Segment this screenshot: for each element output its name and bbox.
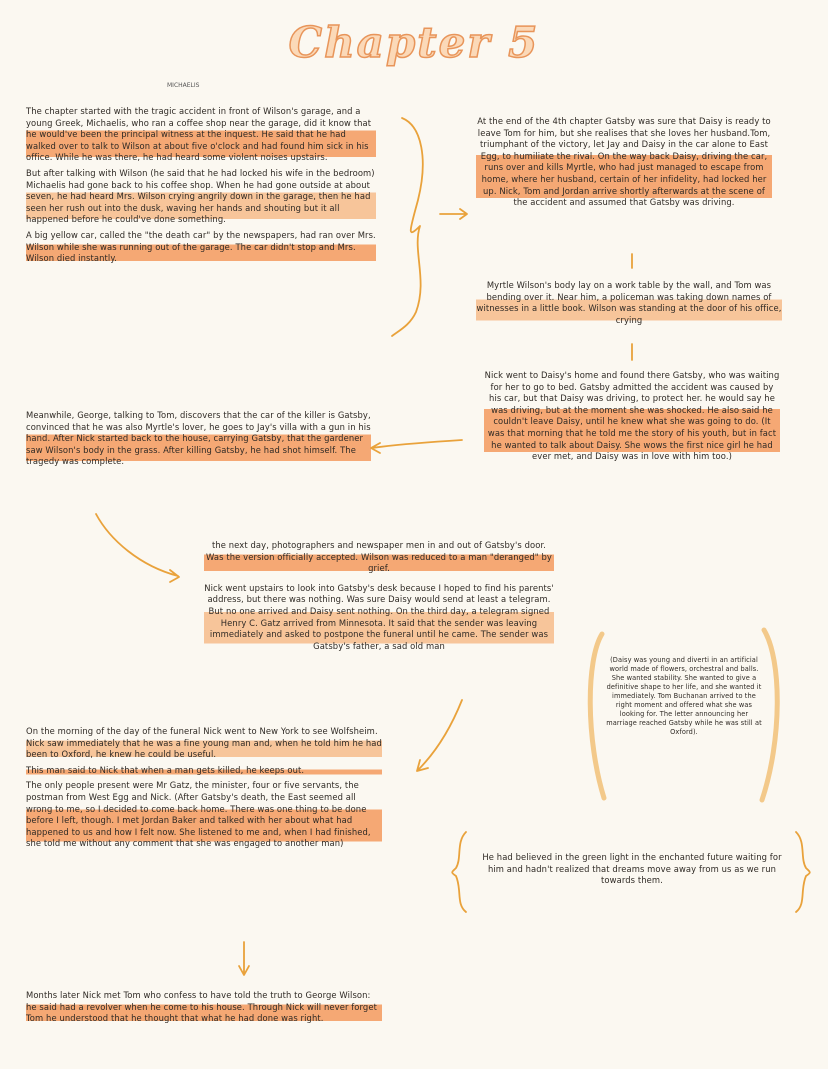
myrtle-body-section (476, 280, 782, 330)
months-later-paragraph: Months later Nick met Tom who confess to have told the truth to George Wilson: he said had a revolver when he come to his house. Through Nick will never forget Tom he understood that he thought that what he had done was right. (26, 990, 382, 1025)
funeral-section (26, 726, 382, 854)
green-light-right-bracket (796, 832, 810, 912)
next-day-section (204, 540, 554, 656)
accident-bracket (392, 118, 423, 336)
accident-section (26, 106, 376, 269)
next-day-paragraph-2: Nick went upstairs to look into Gatsby's desk because I hoped to find his parents' address, but there was nothing. Was sure Daisy would send at least a telegram. But no one arrived and Daisy sent nothing. On the third day, a telegram signed Henry C. Gatz arrived from Minnesota. It said that the sender was leaving immediately and asked to postpone the funeral until he came. The sender was Gatsby's father, a sad old man (204, 582, 554, 651)
arrow-to-meanwhile (371, 440, 462, 453)
nick-daisy-section (484, 370, 780, 467)
arrow-to-funeral (417, 700, 462, 771)
daisy-note-right-bracket (762, 630, 777, 800)
arrow-to-end-chapter4 (440, 209, 467, 219)
accident-paragraph-3: A big yellow car, called the "the death car" by the newspapers, had ran over Mrs. Wilson while she was running out of the garage. The car didn't stop and Mrs. Wilson died instantly. (26, 229, 376, 264)
funeral-paragraph-2: This man said to Nick that when a man gets killed, he keeps out. (26, 765, 382, 777)
green-light-paragraph: He had believed in the green light in the enchanted future waiting for him and hadn't realized that dreams move away from us as we run towards them. (482, 852, 782, 886)
green-light-left-bracket (452, 832, 466, 912)
arrow-to-months-later (239, 942, 249, 975)
daisy-note-paragraph: (Daisy was young and diverti in an artificial world made of flowers, orchestral and balls. She wanted stability. She wanted to give a definitive shape to her life, and she wanted it immediately. Tom Buchanan arrived to the right moment and offered what she was looking for. The letter announcing her marriage reached Gatsby while he was still at Oxford). (606, 656, 762, 736)
meanwhile-paragraph: Meanwhile, George, talking to Tom, discovers that the car of the killer is Gatsby, convinced that he was also Myrtle's lover, he goes to Jay's villa with a gun in his hand. After Nick started back to the house, carrying Gatsby, that the gardener saw Wilson's body in the grass. After killing Gatsby, he had shot himself. The tragedy was complete. (26, 410, 371, 467)
months-later-section (26, 990, 382, 1029)
meanwhile-section (26, 410, 371, 472)
michaelis-label: MICHAELIS (167, 82, 200, 89)
accident-paragraph-2: But after talking with Wilson (he said that he had locked his wife in the bedroom) Michaelis had gone back to his coffee shop. When he had gone outside at about seven, he had heard Mrs. Wilson crying angrily down in the garage, then he had seen her rush out into the dusk, waving her hands and shouting but it all happened before he could've done something. (26, 167, 375, 225)
arrow-to-next-day (96, 514, 179, 582)
green-light-section (476, 852, 788, 891)
daisy-note-section (606, 656, 762, 741)
end-chapter4-section (476, 116, 772, 213)
nick-daisy-paragraph: Nick went to Daisy's home and found there Gatsby, who was waiting for her to go to bed. Gatsby admitted the accident was caused by his car, but that Daisy was driving, to protect her. he would say he was driving, but at the moment she was shocked. He also said he couldn't leave Daisy, until he knew what she was going to do. (It was that morning that he told me the story of his youth, but in fact he wanted to talk about Daisy. She wows the first nice girl he had ever met, and Daisy was in love with him too.) (484, 370, 780, 462)
end-chapter4-paragraph: At the end of the 4th chapter Gatsby was sure that Daisy is ready to leave Tom for him, but she realises that she loves her husband.Tom, triumphant of the victory, let Jay and Daisy in the car alone to East Egg, to humiliate the rival. On the way back Daisy, driving the car, runs over and kills Myrtle, who had just managed to escape from home, where her husband, certain of her infidelity, had locked her up. Nick, Tom and Jordan arrive shortly afterwards at the scene of the accident and assumed that Gatsby was driving. (477, 116, 771, 208)
myrtle-body-paragraph: Myrtle Wilson's body lay on a work table by the wall, and Tom was bending over it. Near him, a policeman was taking down names of witnesses in a little book. Wilson was standing at the door of his office, crying (476, 280, 782, 325)
accident-paragraph-1: The chapter started with the tragic accident in front of Wilson's garage, and a young Greek, Michaelis, who ran a coffee shop near the garage, did it know that he would've been the principal witness at the inquest. He said that he had walked over to talk to Wilson at about five o'clock and had found him sick in his office. While he was there, he had heard some violent noises upstairs. (26, 106, 376, 164)
next-day-paragraph-1: the next day, photographers and newspaper men in and out of Gatsby's door. Was the version officially accepted. Wilson was reduced to a man "deranged" by grief. (204, 540, 554, 575)
daisy-note-left-bracket (590, 634, 604, 798)
funeral-paragraph-3: The only people present were Mr Gatz, the minister, four or five servants, the postman from West Egg and Nick. (After Gatsby's death, the East seemed all wrong to me, so I decided to come back home. There was one thing to be done before I left, though. I met Jordan Baker and talked with her about what had happened to us and how I felt now. She listened to me and, when I had finished, she told me without any comment that she was engaged to another man) (26, 780, 382, 850)
funeral-paragraph-1: On the morning of the day of the funeral Nick went to New York to see Wolfsheim. Nick saw immediately that he was a fine young man and, when he told him he had been to Oxford, he knew he could be useful. (26, 726, 382, 760)
page-title: Chapter 5 (288, 18, 540, 67)
